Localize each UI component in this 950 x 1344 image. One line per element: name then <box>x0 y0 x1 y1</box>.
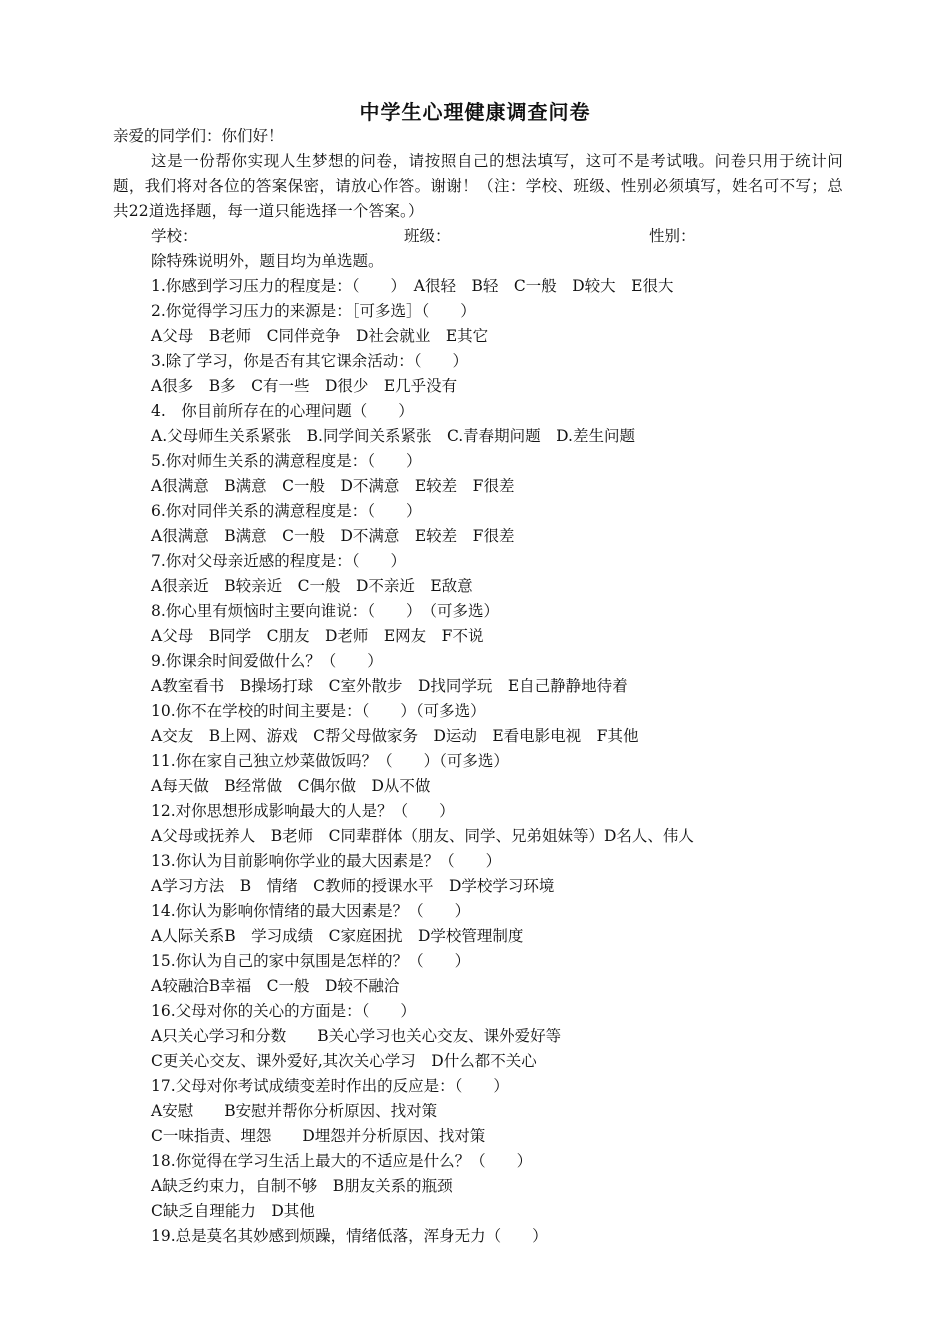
question-text: 15.你认为自己的家中氛围是怎样的？（ ） <box>151 952 471 970</box>
answer-options: A学习方法 B 情绪 C教师的授课水平 D学校学习环境 <box>151 877 555 895</box>
answer-options: A交友 B上网、游戏 C帮父母做家务 D运动 E看电影电视 F其他 <box>151 727 639 745</box>
answer-options: C缺乏自理能力 D其他 <box>151 1202 315 1220</box>
question-text: 5.你对师生关系的满意程度是：（ ） <box>151 452 422 470</box>
document-title: 中学生心理健康调查问卷 <box>359 100 591 124</box>
answer-options: A人际关系B 学习成绩 C家庭困扰 D学校管理制度 <box>151 927 524 945</box>
answer-options: A缺乏约束力，自制不够 B朋友关系的瓶颈 <box>151 1177 453 1195</box>
answer-options: A较融洽B幸福 C一般 D较不融洽 <box>151 977 400 995</box>
question-text: 12.对你思想形成影响最大的人是？（ ） <box>151 802 455 820</box>
greeting: 亲爱的同学们：你们好！ <box>113 127 284 145</box>
single-choice-note: 除特殊说明外，题目均为单选题。 <box>151 252 384 270</box>
question-list <box>113 274 843 1249</box>
answer-options: A教室看书 B操场打球 C室外散步 D找同学玩 E自己静静地待着 <box>151 677 628 695</box>
answer-options: A父母或抚养人 B老师 C同辈群体（朋友、同学、兄弟姐妹等）D名人、伟人 <box>151 827 694 845</box>
answer-options: A很满意 B满意 C一般 D不满意 E较差 F很差 <box>151 477 515 495</box>
question-text: 7.你对父母亲近感的程度是：（ ） <box>151 552 407 570</box>
answer-options: C更关心交友、课外爱好,其次关心学习 D什么都不关心 <box>151 1052 537 1070</box>
answer-options: A父母 B同学 C朋友 D老师 E网友 F不说 <box>151 627 484 645</box>
question-text: 16.父母对你的关心的方面是：（ ） <box>151 1002 416 1020</box>
answer-options: A很满意 B满意 C一般 D不满意 E较差 F很差 <box>151 527 515 545</box>
question-text: 10.你不在学校的时间主要是：（ ）（可多选） <box>151 702 486 720</box>
question-text: 17.父母对你考试成绩变差时作出的反应是：（ ） <box>151 1077 509 1095</box>
answer-options: A安慰 B安慰并帮你分析原因、找对策 <box>151 1102 438 1120</box>
answer-options: C一味指责、埋怨 D埋怨并分析原因、找对策 <box>151 1127 486 1145</box>
class-field-label: 班级： <box>404 227 451 245</box>
question-text: 19.总是莫名其妙感到烦躁，情绪低落，浑身无力（ ） <box>151 1227 548 1245</box>
answer-options: A很亲近 B较亲近 C一般 D不亲近 E敌意 <box>151 577 473 595</box>
answer-options: A.父母师生关系紧张 B.同学间关系紧张 C.青春期问题 D.差生问题 <box>151 427 635 445</box>
answer-options: A很多 B多 C有一些 D很少 E几乎没有 <box>151 377 458 395</box>
question-text: 11.你在家自己独立炒菜做饭吗？（ ）（可多选） <box>151 752 509 770</box>
question-text: 1.你感到学习压力的程度是：（ ） A很轻 B轻 C一般 D较大 E很大 <box>151 277 674 295</box>
info-fields <box>113 224 843 249</box>
answer-options: A每天做 B经常做 C偶尔做 D从不做 <box>151 777 431 795</box>
question-text: 14.你认为影响你情绪的最大因素是？（ ） <box>151 902 471 920</box>
question-text: 4. 你目前所存在的心理问题（ ） <box>151 402 414 420</box>
question-text: 2.你觉得学习压力的来源是：［可多选］（ ） <box>151 302 476 320</box>
intro-paragraph: 这是一份帮你实现人生梦想的问卷，请按照自己的想法填写，这可不是考试哦。问卷只用于统计问题，我们将对各位的答案保密，请放心作答。谢谢！（注：学校、班级、性别必须填写，姓名可不写；总共22道选择题，每一道只能选择一个答案。） <box>113 152 843 220</box>
answer-options: A只关心学习和分数 B关心学习也关心交友、课外爱好等 <box>151 1027 562 1045</box>
gender-field-label: 性别： <box>649 227 696 245</box>
question-text: 8.你心里有烦恼时主要向谁说：（ ） （可多选） <box>151 602 500 620</box>
question-text: 13.你认为目前影响你学业的最大因素是？（ ） <box>151 852 502 870</box>
question-text: 18.你觉得在学习生活上最大的不适应是什么？（ ） <box>151 1152 533 1170</box>
answer-options: A父母 B老师 C同伴竞争 D社会就业 E其它 <box>151 327 489 345</box>
question-text: 9.你课余时间爱做什么？（ ） <box>151 652 383 670</box>
question-text: 6.你对同伴关系的满意程度是：（ ） <box>151 502 422 520</box>
question-text: 3.除了学习，你是否有其它课余活动：（ ） <box>151 352 469 370</box>
school-field-label: 学校： <box>151 227 198 245</box>
document-body <box>113 124 843 1249</box>
